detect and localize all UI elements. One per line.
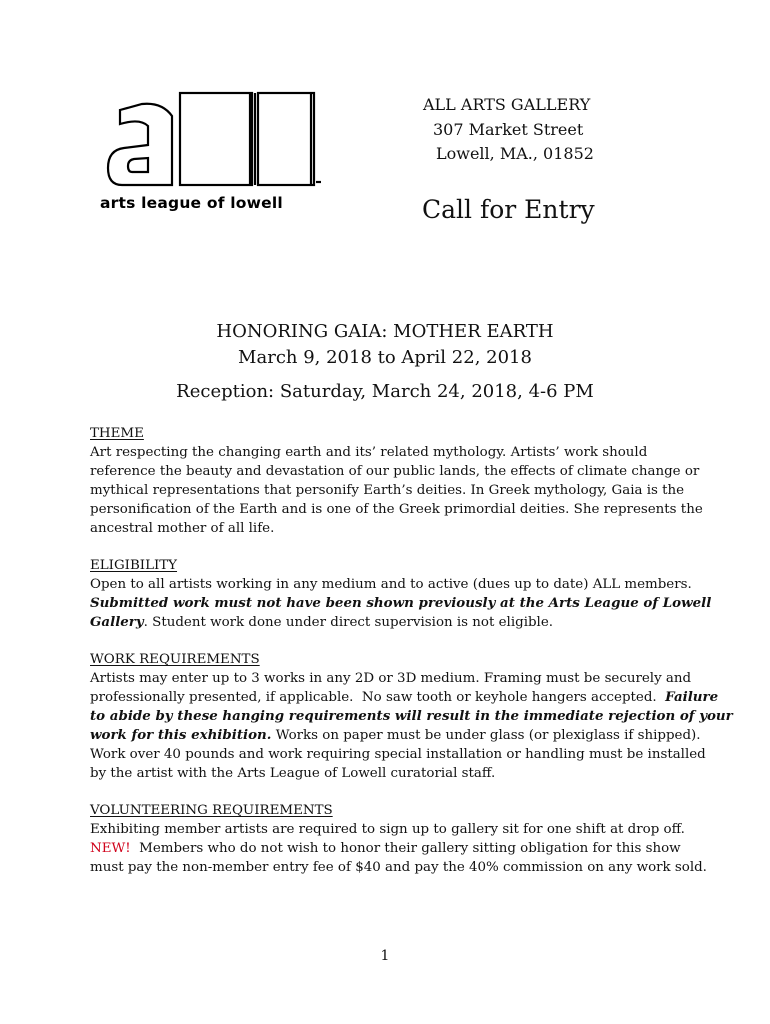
theme-line: personification of the Earth and is one of the Greek primordial deities. She represents the	[90, 502, 703, 517]
eligibility-section	[90, 556, 712, 632]
new-label: NEW!	[90, 841, 131, 856]
call-for-entry-title: Call for Entry	[422, 195, 595, 224]
all-letters-graphic	[100, 90, 330, 190]
work-text: Works on paper must be under glass (or plexiglass if shipped).	[271, 728, 701, 743]
eligibility-text: . Student work done under direct supervision is not eligible.	[143, 615, 554, 630]
exhibition-dates: March 9, 2018 to April 22, 2018	[238, 347, 532, 368]
theme-section	[90, 424, 703, 538]
gallery-address	[410, 93, 610, 167]
work-line	[90, 688, 719, 707]
volunteering-section	[90, 801, 707, 877]
volunteering-line: must pay the non-member entry fee of $40 and pay the 40% commission on any work sold.	[90, 860, 707, 875]
work-bold-text: work for this exhibition.	[90, 727, 272, 743]
work-line	[90, 726, 701, 745]
eligibility-bold-text: Gallery	[90, 614, 144, 630]
page-number: 1	[380, 948, 390, 964]
theme-line: ancestral mother of all life.	[90, 521, 275, 536]
gallery-street: 307 Market Street	[433, 119, 584, 139]
volunteering-text: Members who do not wish to honor their gallery sitting obligation for this show	[130, 841, 681, 856]
work-line: Artists may enter up to 3 works in any 2D or 3D medium. Framing must be securely and	[90, 671, 692, 686]
work-requirements-section	[90, 650, 733, 783]
gallery-city: Lowell, MA., 01852	[436, 144, 594, 163]
volunteering-line	[90, 839, 690, 858]
exhibition-header	[0, 319, 770, 405]
theme-heading: THEME	[90, 426, 144, 441]
eligibility-heading: ELIGIBILITY	[90, 558, 178, 573]
volunteering-line: Exhibiting member artists are required to sign up to gallery sit for one shift at drop off.	[90, 822, 685, 837]
document-body	[90, 424, 733, 895]
work-requirements-heading: WORK REQUIREMENTS	[90, 652, 260, 667]
theme-line: reference the beauty and devastation of our public lands, the effects of climate change or	[90, 464, 700, 479]
volunteering-heading: VOLUNTEERING REQUIREMENTS	[90, 803, 333, 818]
work-text: professionally presented, if applicable. No saw tooth or keyhole hangers accepted.	[90, 690, 666, 705]
eligibility-line	[90, 613, 690, 632]
arts-league-logo	[100, 90, 330, 220]
exhibition-reception: Reception: Saturday, March 24, 2018, 4-6 PM	[176, 381, 594, 402]
theme-line: mythical representations that personify Earth’s deities. In Greek mythology, Gaia is the	[90, 483, 685, 498]
eligibility-line: Open to all artists working in any medium and to active (dues up to date) ALL members.	[90, 577, 692, 592]
work-line: by the artist with the Arts League of Lowell curatorial staff.	[90, 766, 496, 781]
eligibility-bold-line: Submitted work must not have been shown previously at the Arts League of Lowell	[90, 595, 712, 611]
work-line: Work over 40 pounds and work requiring special installation or handling must be installed	[90, 747, 706, 762]
work-bold-line: to abide by these hanging requirements will result in the immediate rejection of your	[90, 708, 733, 724]
gallery-name: ALL ARTS GALLERY	[423, 95, 591, 114]
work-bold-text: Failure	[665, 689, 719, 705]
exhibition-title: HONORING GAIA: MOTHER EARTH	[216, 321, 554, 342]
logo-tagline: arts league of lowell	[100, 194, 283, 212]
theme-line: Art respecting the changing earth and its’ related mythology. Artists’ work should	[90, 445, 648, 460]
